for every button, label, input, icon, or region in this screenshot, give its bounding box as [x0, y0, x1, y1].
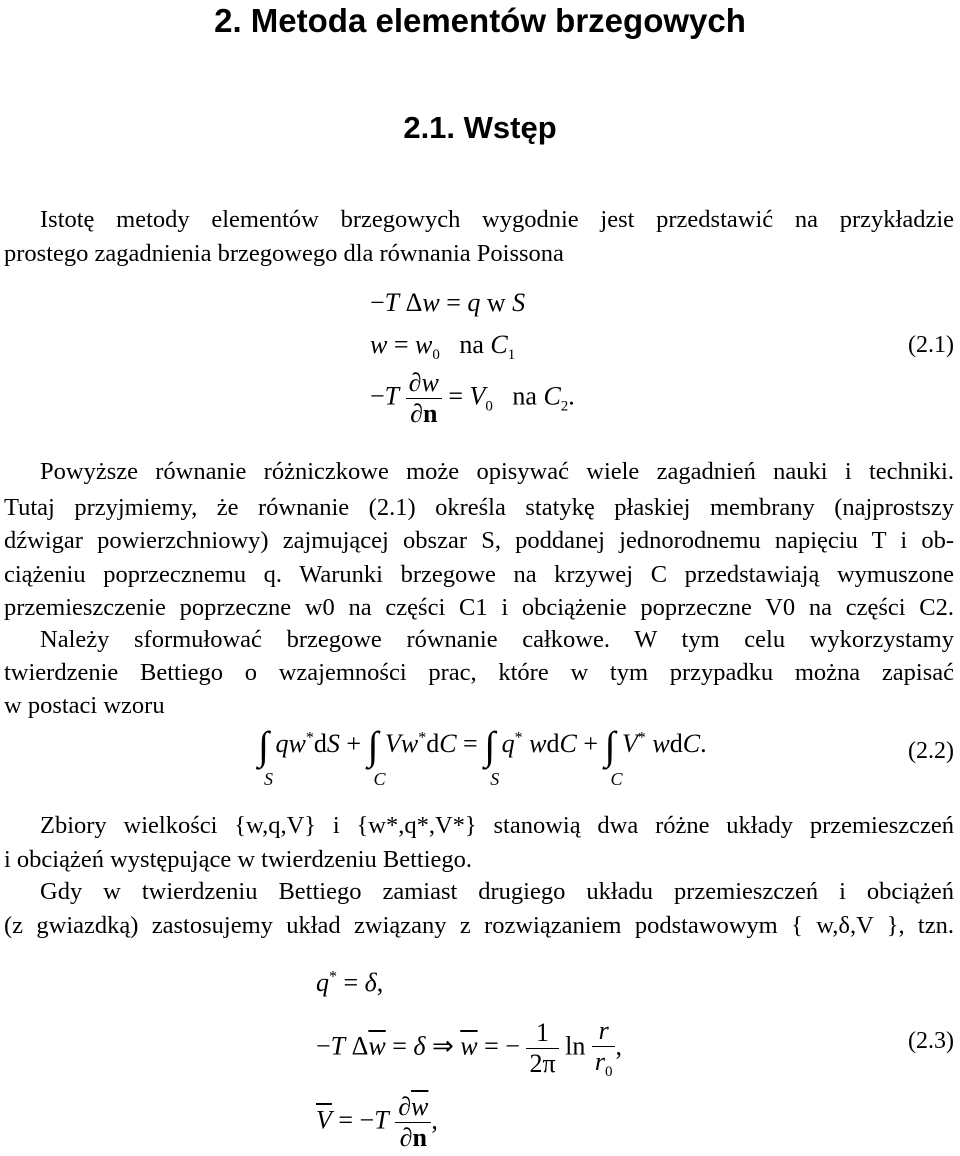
paragraph-line: Należy sformułować brzegowe równanie całkowe. W tym celu wykorzystamy	[40, 626, 954, 653]
equation-2-2: ∫ S qw*dS + ∫ C Vw*dC = ∫ S q* wdC + ∫ C V* wdC.	[258, 723, 707, 789]
equation-number: (2.2)	[908, 738, 954, 764]
equation-2-3-row3: $\overline{V} = -T$ $\frac{\partial\overline{w}}{\partial n}$ ,	[316, 1092, 438, 1152]
equation-2-3-row1: q* = δ,	[316, 968, 384, 997]
equation-2-1-row1: −T Δw = q w S	[370, 288, 526, 317]
paragraph-line: twierdzenie Bettiego o wzajemności prac, które w tym przypadku można zapisać	[4, 659, 954, 686]
paragraph-line: Gdy w twierdzeniu Bettiego zamiast drugiego układu przemieszczeń i obciążeń	[40, 878, 954, 905]
section-title: 2.1. Wstęp	[403, 110, 557, 145]
paragraph-line: Zbiory wielkości {w,q,V} i {w*,q*,V*} stanowią dwa różne układy przemieszczeń	[40, 812, 954, 839]
paragraph-line: Tutaj przyjmiemy, że równanie (2.1) określa statykę płaskiej membrany (najprostszy	[4, 494, 954, 521]
chapter-title: 2. Metoda elementów brzegowych	[214, 2, 746, 39]
paragraph-line: przemieszczenie poprzeczne w0 na części C1 i obciążenie poprzeczne V0 na części C2.	[4, 594, 954, 621]
paragraph-line: dźwigar powierzchniowy) zajmującej obszar S, poddanej jednorodnemu napięciu T i ob-	[4, 527, 954, 554]
paragraph-line: (z gwiazdką) zastosujemy układ związany z rozwiązaniem podstawowym { w,δ,V }, tzn.	[4, 912, 954, 939]
paragraph-line: i obciążeń występujące w twierdzeniu Bettiego.	[4, 846, 473, 873]
equation-number: (2.1)	[908, 332, 954, 358]
paragraph-line: w postaci wzoru	[4, 692, 165, 719]
paragraph-line: prostego zagadnienia brzegowego dla równania Poissona	[4, 240, 564, 267]
paragraph-line: Istotę metody elementów brzegowych wygodnie jest przedstawić na przykładzie	[40, 206, 954, 233]
equation-2-1-row3: −T $\frac{\partial w}{\partial n}$ = $V_0$ na $C_2$.	[370, 368, 575, 428]
equation-2-3-row2: −T $\Delta\overline{w} = \delta$ ⇒ $\overline{w}$ = − $\frac{1}{2\pi}$ ln $\frac{r}{r_0}$ ,	[316, 1016, 622, 1081]
paragraph-line: Powyższe równanie różniczkowe może opisywać wiele zagadnień nauki i techniki.	[40, 458, 954, 485]
equation-2-1-row2: $w = w_0$ na $C_1$	[370, 330, 516, 364]
equation-number: (2.3)	[908, 1028, 954, 1054]
paragraph-line: ciążeniu poprzecznemu q. Warunki brzegowe na krzywej C przedstawiają wymuszone	[4, 561, 954, 588]
